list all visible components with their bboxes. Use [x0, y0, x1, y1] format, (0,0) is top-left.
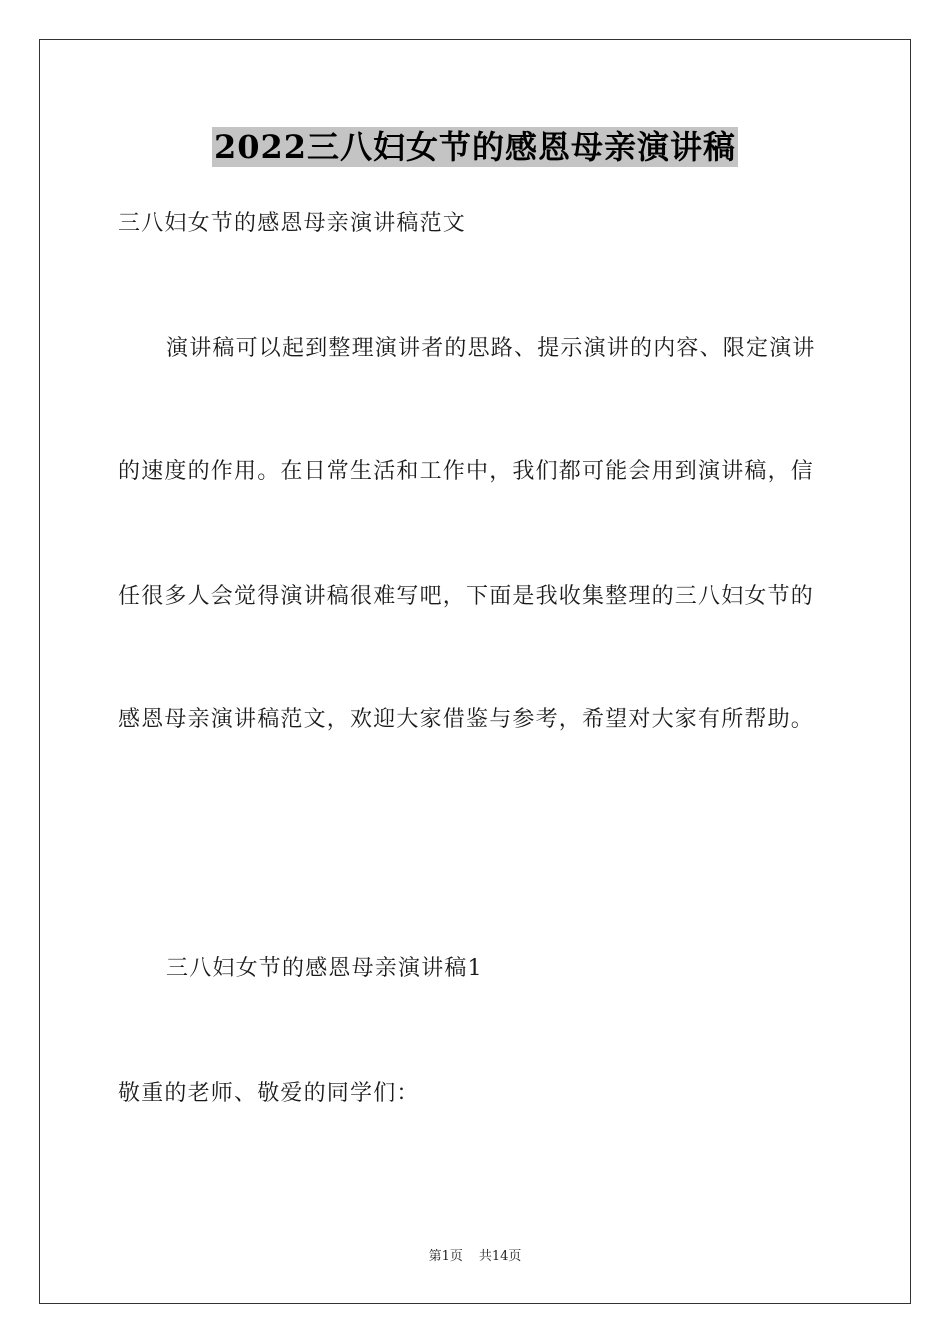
intro-line-2: 的速度的作用。在日常生活和工作中，我们都可能会用到演讲稿，信 [118, 459, 815, 484]
intro-line-3: 任很多人会觉得演讲稿很难写吧，下面是我收集整理的三八妇女节的 [118, 584, 815, 609]
document-title: 2022三八妇女节的感恩母亲演讲稿 [213, 128, 737, 166]
salutation: 敬重的老师、敬爱的同学们： [118, 1081, 420, 1106]
page-number-current: 第1页 [428, 1249, 463, 1264]
intro-line-4: 感恩母亲演讲稿范文，欢迎大家借鉴与参考，希望对大家有所帮助。 [118, 707, 815, 732]
document-subtitle: 三八妇女节的感恩母亲演讲稿范文 [118, 211, 467, 236]
section-heading: 三八妇女节的感恩母亲演讲稿1 [166, 956, 483, 981]
page-number-total: 共14页 [478, 1249, 522, 1264]
intro-line-1: 演讲稿可以起到整理演讲者的思路、提示演讲的内容、限定演讲 [166, 336, 816, 361]
page-footer [0, 1248, 950, 1266]
title-container [0, 127, 950, 167]
